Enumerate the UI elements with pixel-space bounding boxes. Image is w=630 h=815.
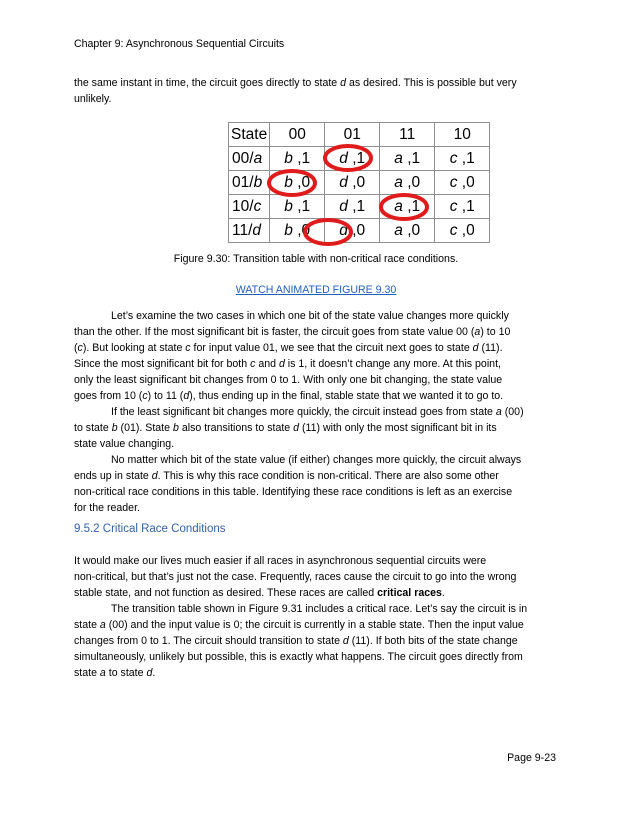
next-state-cell: a ,0 <box>380 219 435 243</box>
text-line: ends up in state d. This is why this race condition is non-critical. There are also some other <box>74 470 499 482</box>
body-paragraph <box>74 601 558 681</box>
next-state-cell: a ,1 <box>380 195 435 219</box>
next-state-cell: b ,1 <box>270 147 325 171</box>
next-state-cell: b ,0 <box>270 171 325 195</box>
next-state-cell: d ,0 <box>325 219 380 243</box>
text-line: state a (00) and the input value is 0; the circuit is currently in a stable state. Then the input value <box>74 619 524 631</box>
body-paragraph <box>74 404 558 452</box>
text-line: changes from 0 to 1. The circuit should transition to state d (11). If both bits of the state change <box>74 635 518 647</box>
text-line: non-critical race conditions in this table. Identifying these race conditions is left as an exercise <box>74 486 513 498</box>
text-line: goes from 10 (c) to 11 (d), thus ending up in the final, stable state that we wanted it to go to. <box>74 390 504 402</box>
state-cell: 01/b <box>229 171 270 195</box>
text-line: non-critical, but that’s just not the case. Frequently, races cause the circuit to go into the wrong <box>74 571 517 583</box>
next-state-cell: a ,1 <box>380 147 435 171</box>
table-header-10: 10 <box>435 123 490 147</box>
next-state-cell: b ,1 <box>270 195 325 219</box>
table-row <box>229 219 490 243</box>
next-state-cell: c ,1 <box>435 147 490 171</box>
table-row <box>229 147 490 171</box>
table-header-row <box>229 123 490 147</box>
text-line: No matter which bit of the state value (if either) changes more quickly, the circuit always <box>111 454 522 466</box>
next-state-cell: c ,0 <box>435 171 490 195</box>
text-line: state a to state d. <box>74 667 156 679</box>
intro-paragraph <box>74 75 558 107</box>
figure-caption: Figure 9.30: Transition table with non-critical race conditions. <box>173 253 459 265</box>
text-line: for the reader. <box>74 502 140 514</box>
chapter-header: Chapter 9: Asynchronous Sequential Circuits <box>74 38 285 50</box>
text-line: only the least significant bit changes from 0 to 1. With only one bit changing, the state value <box>74 374 503 386</box>
text-line: simultaneously, unlikely but possible, this is exactly what happens. The circuit goes directly from <box>74 651 523 663</box>
body-paragraph <box>74 452 558 516</box>
page-number: Page 9-23 <box>507 752 556 764</box>
table-header-state: State <box>229 123 270 147</box>
state-cell: 00/a <box>229 147 270 171</box>
text-line: unlikely. <box>74 93 112 105</box>
table-row <box>229 195 490 219</box>
text-line: the same instant in time, the circuit goes directly to state d as desired. This is possible but very <box>74 77 517 89</box>
table-header-11: 11 <box>380 123 435 147</box>
text-line: Since the most significant bit for both c and d is 1, it doesn’t change any more. At this point, <box>74 358 501 370</box>
text-line: than the other. If the most significant bit is faster, the circuit goes from state value 00 (a) to 10 <box>74 326 511 338</box>
section-heading: 9.5.2 Critical Race Conditions <box>74 523 226 535</box>
text-line: state value changing. <box>74 438 175 450</box>
next-state-cell: c ,0 <box>435 219 490 243</box>
state-cell: 10/c <box>229 195 270 219</box>
state-cell: 11/d <box>229 219 270 243</box>
next-state-cell: d ,1 <box>325 195 380 219</box>
body-paragraph <box>74 553 558 601</box>
watch-animated-figure-link[interactable]: WATCH ANIMATED FIGURE 9.30 <box>235 284 397 296</box>
next-state-cell: d ,1 <box>325 147 380 171</box>
text-line: Let’s examine the two cases in which one bit of the state value changes more quickly <box>111 310 509 322</box>
text-line: If the least significant bit changes more quickly, the circuit instead goes from state a (00) <box>111 406 524 418</box>
text-line: to state b (01). State b also transitions to state d (11) with only the most significant bit in its <box>74 422 497 434</box>
next-state-cell: a ,0 <box>380 171 435 195</box>
next-state-cell: c ,1 <box>435 195 490 219</box>
body-paragraph <box>74 308 558 404</box>
text-line: It would make our lives much easier if all races in asynchronous sequential circuits were <box>74 555 487 567</box>
text-line: (c). But looking at state c for input value 01, we see that the circuit next goes to state d (11). <box>74 342 503 354</box>
next-state-cell: b ,0 <box>270 219 325 243</box>
text-line: stable state, and not function as desired. These races are called critical races. <box>74 587 445 599</box>
table-header-01: 01 <box>325 123 380 147</box>
text-line: The transition table shown in Figure 9.31 includes a critical race. Let’s say the circuit is in <box>111 603 528 615</box>
table-header-00: 00 <box>270 123 325 147</box>
next-state-cell: d ,0 <box>325 171 380 195</box>
table-row <box>229 171 490 195</box>
transition-table <box>228 122 490 243</box>
